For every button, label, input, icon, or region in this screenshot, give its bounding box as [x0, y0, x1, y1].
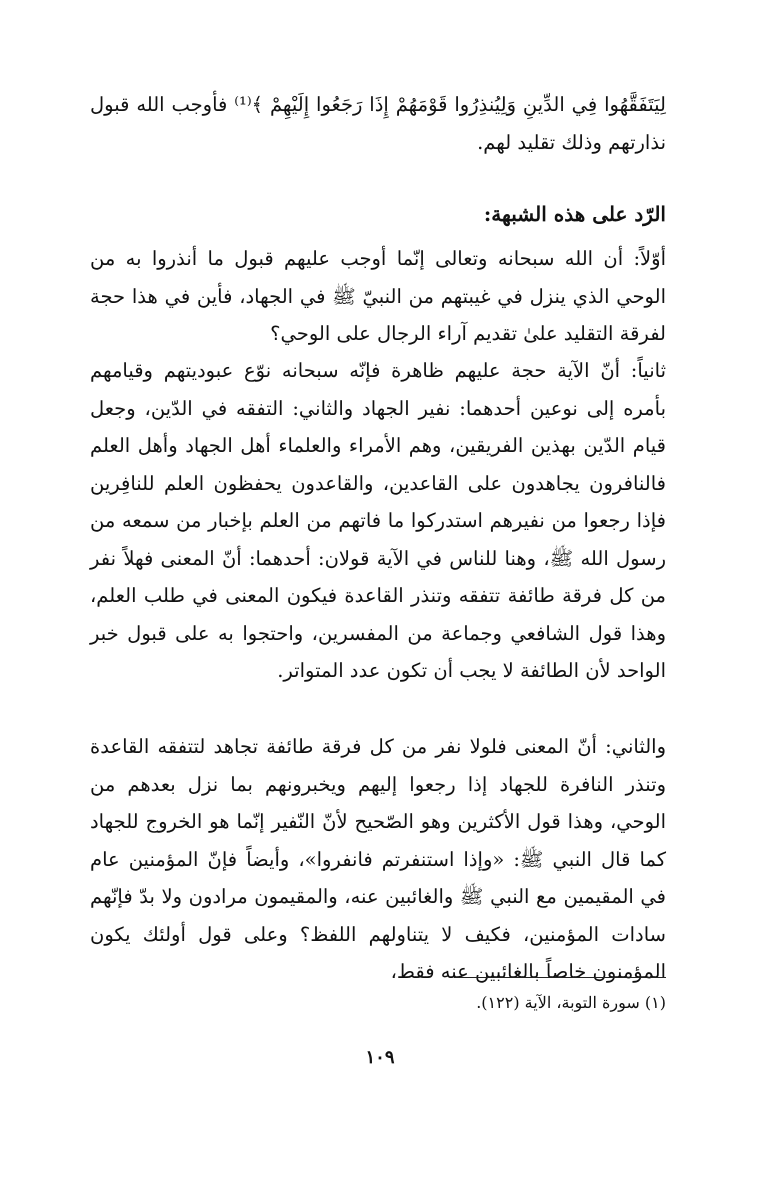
paragraph-second-reply-text: ثانياً: أنّ الآية حجة عليهم ظاهرة فإنّه سبحانه نوّع عبوديتهم وقيامهم بأمره إلى نوعين أحدهما: نفير الجهاد والثاني: التفقه في الدّين، وجعل قيام الدّين بهذين الفريقين، وهم الأمراء والعلماء أهل الجهاد وأهل العلم فالنافرون يجاهدون على القاعدين، والقاعدون يحفظون العلم للنافِرين فإذا رجعوا من نفيرهم استدركوا ما فاتهم من العلم بإخبار من سمعه من رسول الله ﷺ، وهنا للناس في الآية قولان: أحدهما: أنّ المعنى فهلاً نفر من كل فرقة طائفة تتفقه وتنذر القاعدة فيكون المعنى في طلب العلم، وهذا قول الشافعي وجماعة من المفسرين، واحتجوا به على قبول خبر الواحد لأن الطائفة لا يجب أن تكون عدد المتواتر. — [90, 359, 666, 682]
paragraph-second-reply — [90, 352, 666, 690]
paragraph-first-reply — [90, 240, 666, 353]
footnote-divider — [454, 977, 666, 978]
intro-paragraph — [90, 86, 666, 161]
page-number: ١٠٩ — [365, 1047, 395, 1068]
section-heading: الرّد على هذه الشبهة: — [483, 202, 666, 226]
intro-text: لِيَتَفَقَّهُوا فِي الدِّينِ وَلِيُنذِرُوا قَوْمَهُمْ إِذَا رَجَعُوا إِلَيْهِمْ ﴾⁽¹⁾ فأوجب الله قبول نذارتهم وذلك تقليد لهم. — [90, 93, 666, 154]
paragraph-second-opinion-text: والثاني: أنّ المعنى فلولا نفر من كل فرقة طائفة تجاهد لتتفقه القاعدة وتنذر النافرة للجهاد إذا رجعوا إليهم ويخبرونهم بما نزل بعدهم من الوحي، وهذا قول الأكثرين وهو الصّحيح لأنّ النّفير إنّما هو الخروج للجهاد كما قال النبي ﷺ: «وإذا استنفرتم فانفروا»، وأيضاً فإنّ المؤمنين عام في المقيمين مع النبي ﷺ والغائبين عنه، والمقيمون مرادون ولا بدّ فإنّهم سادات المؤمنين، فكيف لا يتناولهم اللفظ؟ وعلى قول أولئك يكون المؤمنون خاصاً بالغائبين عنه فقط، — [90, 735, 666, 983]
footnote: (١) سورة التوبة، الآية (١٢٢). — [476, 993, 666, 1012]
paragraph-first-reply-text: أوّلاً: أن الله سبحانه وتعالى إنّما أوجب عليهم قبول ما أنذروا به من الوحي الذي ينزل في غيبتهم من النبيّ ﷺ في الجهاد، فأين في هذا حجة لفرقة التقليد علىٰ تقديم آراء الرجال على الوحي؟ — [90, 247, 666, 345]
paragraph-second-opinion — [90, 728, 666, 991]
